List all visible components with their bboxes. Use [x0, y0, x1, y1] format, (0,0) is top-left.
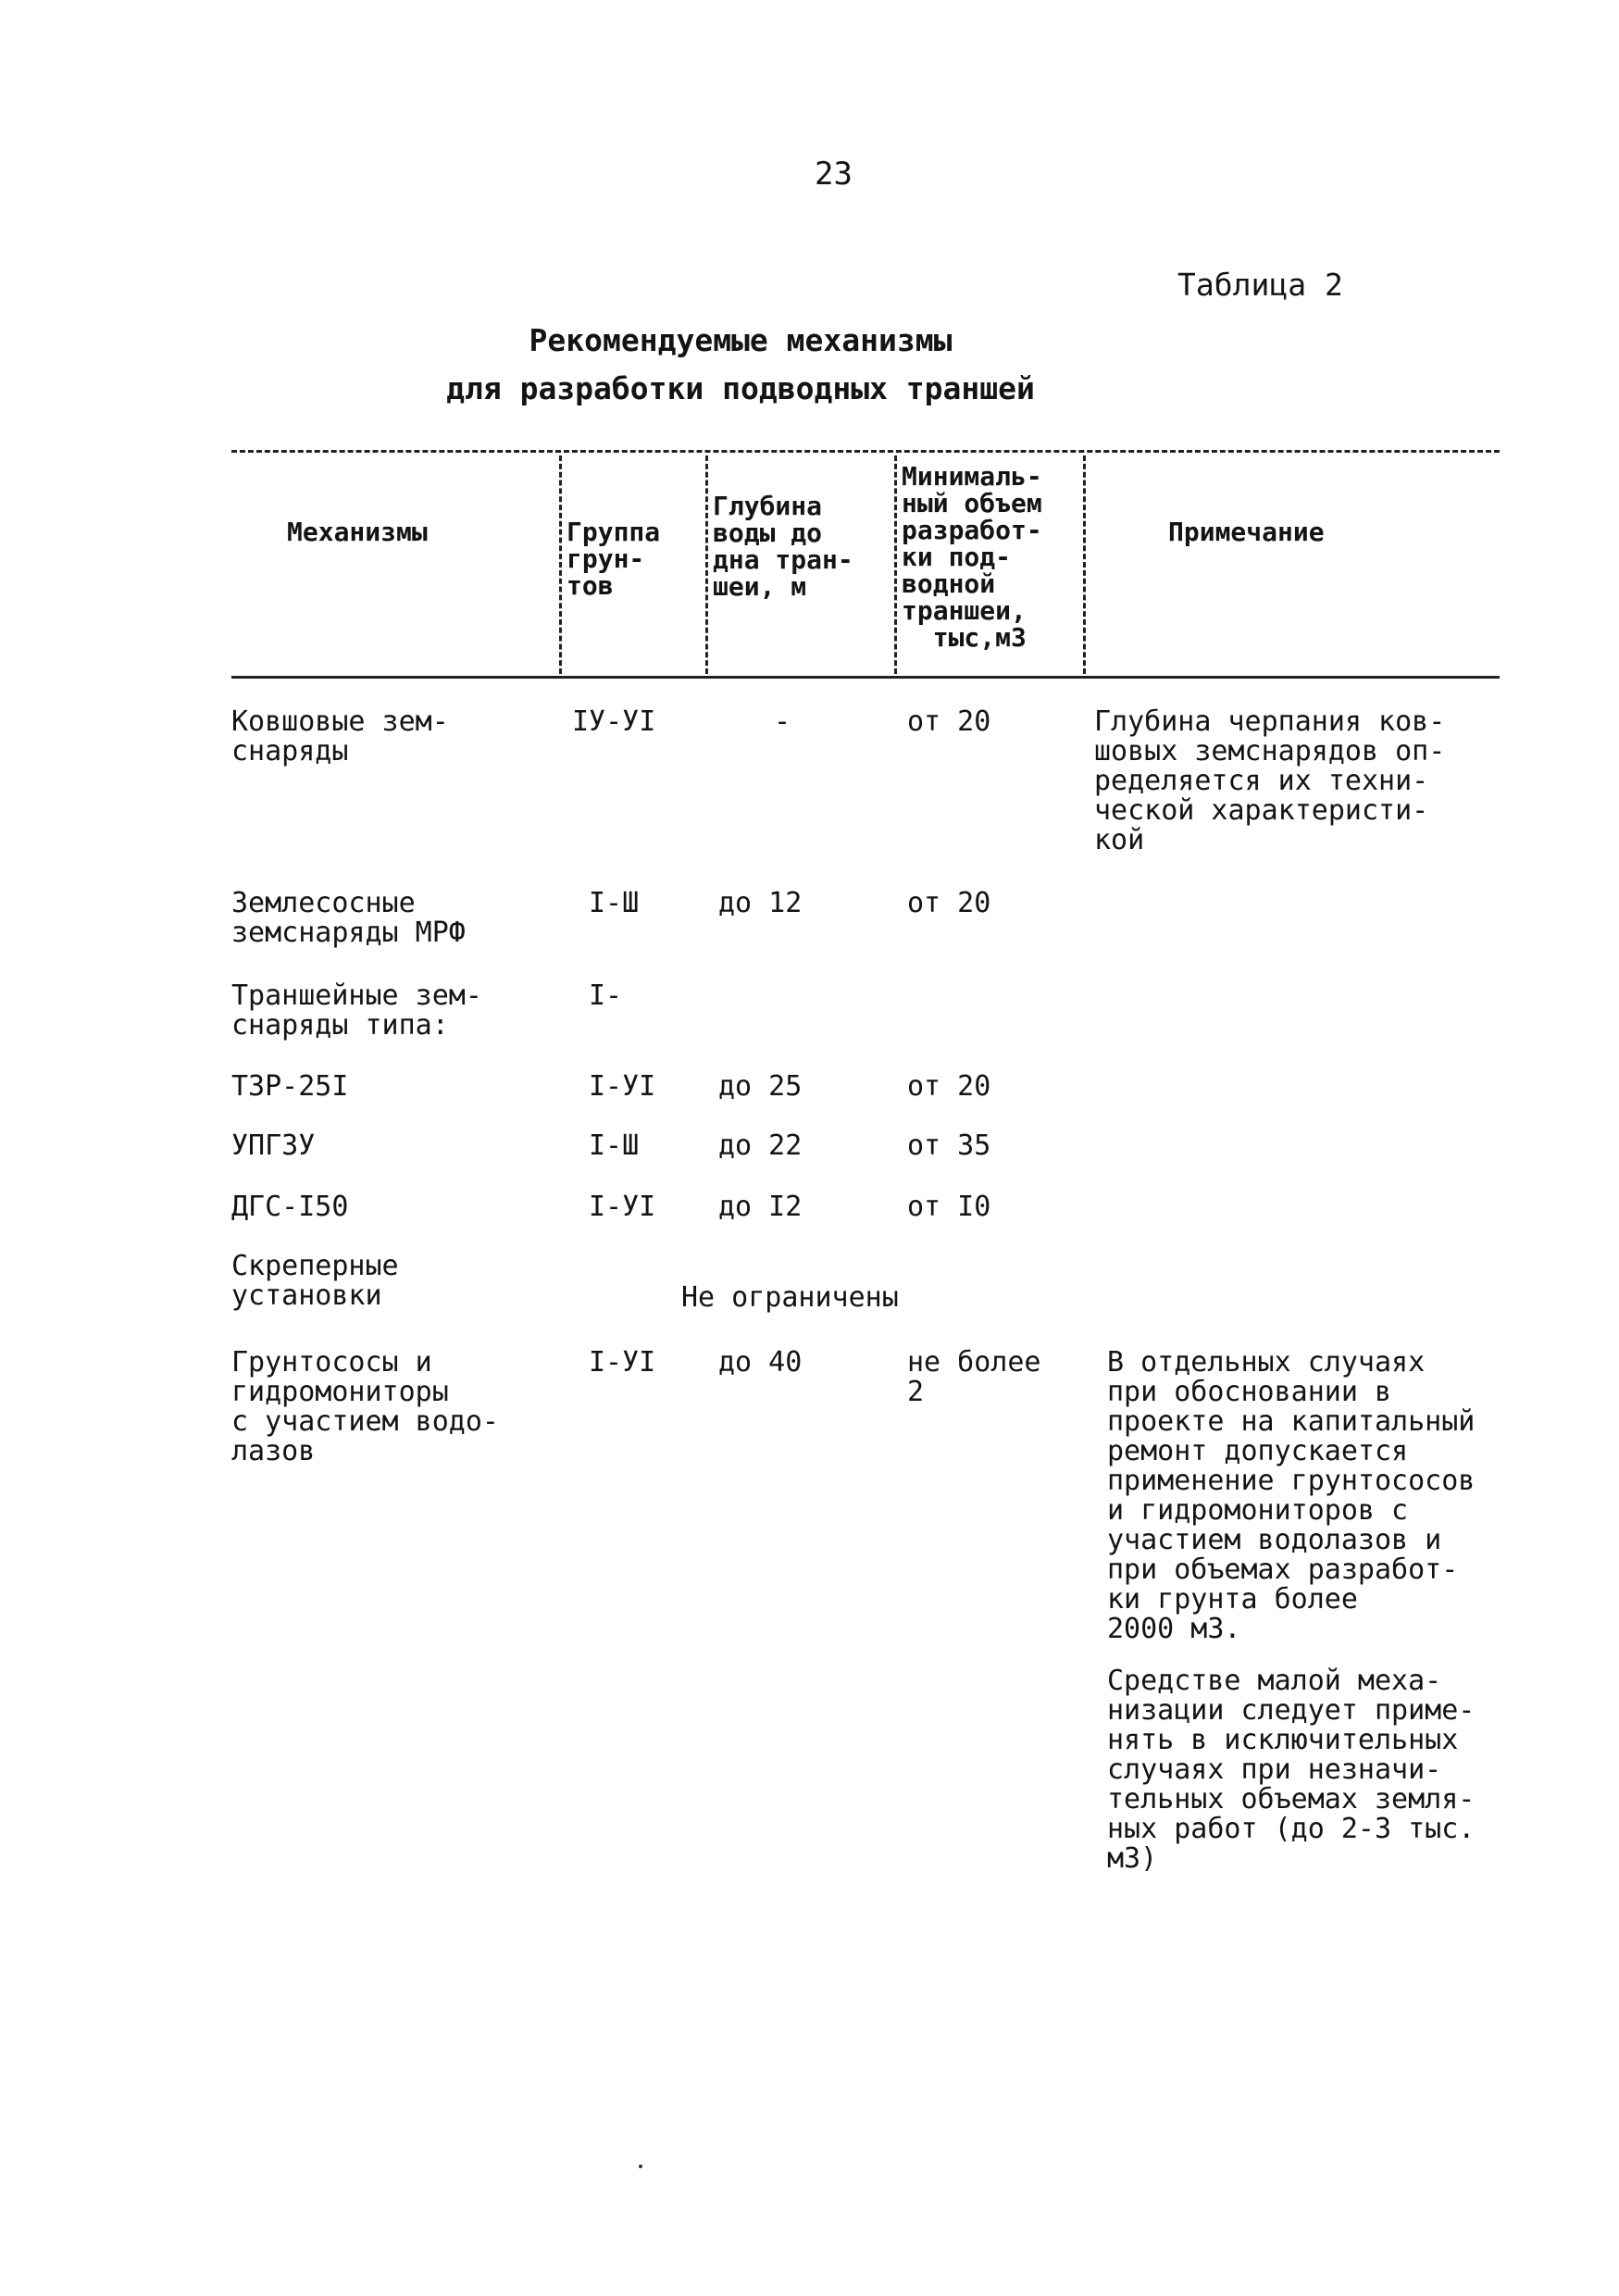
row-volume: от I0	[907, 1191, 991, 1223]
row-volume: от 35	[907, 1129, 991, 1162]
row-depth: до 12	[718, 887, 803, 919]
row-volume: от 20	[907, 705, 991, 738]
table-header-rule	[231, 676, 1500, 679]
header-soil-group: Группа грун- тов	[567, 517, 661, 601]
header-mechanisms: Механизмы	[287, 517, 428, 547]
row-depth: до 40	[718, 1346, 803, 1379]
row-volume: от 20	[907, 887, 991, 919]
row-mechanism: Траншейные зем- снаряды типа:	[231, 980, 482, 1042]
row-mechanism: ТЗР-25I	[231, 1070, 349, 1103]
row-mechanism: УПГЗУ	[231, 1129, 316, 1162]
column-divider-3	[894, 455, 897, 674]
row-span-text: Не ограничены	[681, 1281, 899, 1314]
row-group: I-УI	[589, 1191, 656, 1223]
row-note: Глубина черпания ков- шовых земснарядов оп- ределяется их техни- ческой характеристи- кой	[1094, 705, 1446, 856]
table-caption: Таблица 2	[1177, 267, 1343, 303]
header-min-volume: Минималь- ный объем разработ- ки под- водной траншеи, тыс,м3	[902, 461, 1042, 653]
header-water-depth: Глубина воды до дна тран- шеи, м	[713, 491, 853, 602]
row-depth: -	[774, 705, 791, 738]
column-divider-4	[1083, 455, 1086, 674]
row-group: I-	[589, 980, 623, 1012]
row-depth: до 25	[718, 1070, 803, 1103]
row-group: I-УI	[589, 1346, 656, 1379]
table-top-rule	[231, 450, 1500, 453]
row-mechanism: Ковшовые зем- снаряды	[231, 705, 449, 767]
row-group: I-Ш	[589, 887, 640, 919]
row-mechanism: ДГС-I50	[231, 1191, 349, 1223]
row-volume: от 20	[907, 1070, 991, 1103]
row-note: В отдельных случаях при обосновании в проекте на капитальный ремонт допускается применение грунтососов и гидромониторов с участием водолазов и при объемах разработ- ки грунта более 2000 м3.	[1107, 1346, 1476, 1645]
row-group: I-УI	[589, 1070, 656, 1103]
row-depth: до 22	[718, 1129, 803, 1162]
page-number: 23	[815, 156, 853, 193]
row-volume: не более 2	[907, 1346, 1041, 1408]
row-mechanism: Землесосные земснаряды МРФ	[231, 887, 466, 949]
row-mechanism: Скреперные установки	[231, 1250, 399, 1312]
row-group: IУ-УI	[572, 705, 656, 738]
column-divider-1	[559, 455, 562, 674]
header-note: Примечание	[1168, 517, 1325, 547]
row-mechanism: Грунтососы и гидромониторы с участием водо- лазов	[231, 1346, 499, 1467]
stray-dot	[639, 2165, 642, 2168]
table-title-line1: Рекомендуемые механизмы	[529, 322, 953, 358]
column-divider-2	[705, 455, 708, 674]
row-note-secondary: Средстве малой меха- низации следует приме- нять в исключительных случаях при незначи- тельных объемах земля- ных работ (до 2-3 тыс. м3)	[1107, 1665, 1476, 1875]
row-depth: до I2	[718, 1191, 803, 1223]
row-group: I-Ш	[589, 1129, 640, 1162]
table-title-line2: для разработки подводных траншей	[446, 370, 1035, 406]
